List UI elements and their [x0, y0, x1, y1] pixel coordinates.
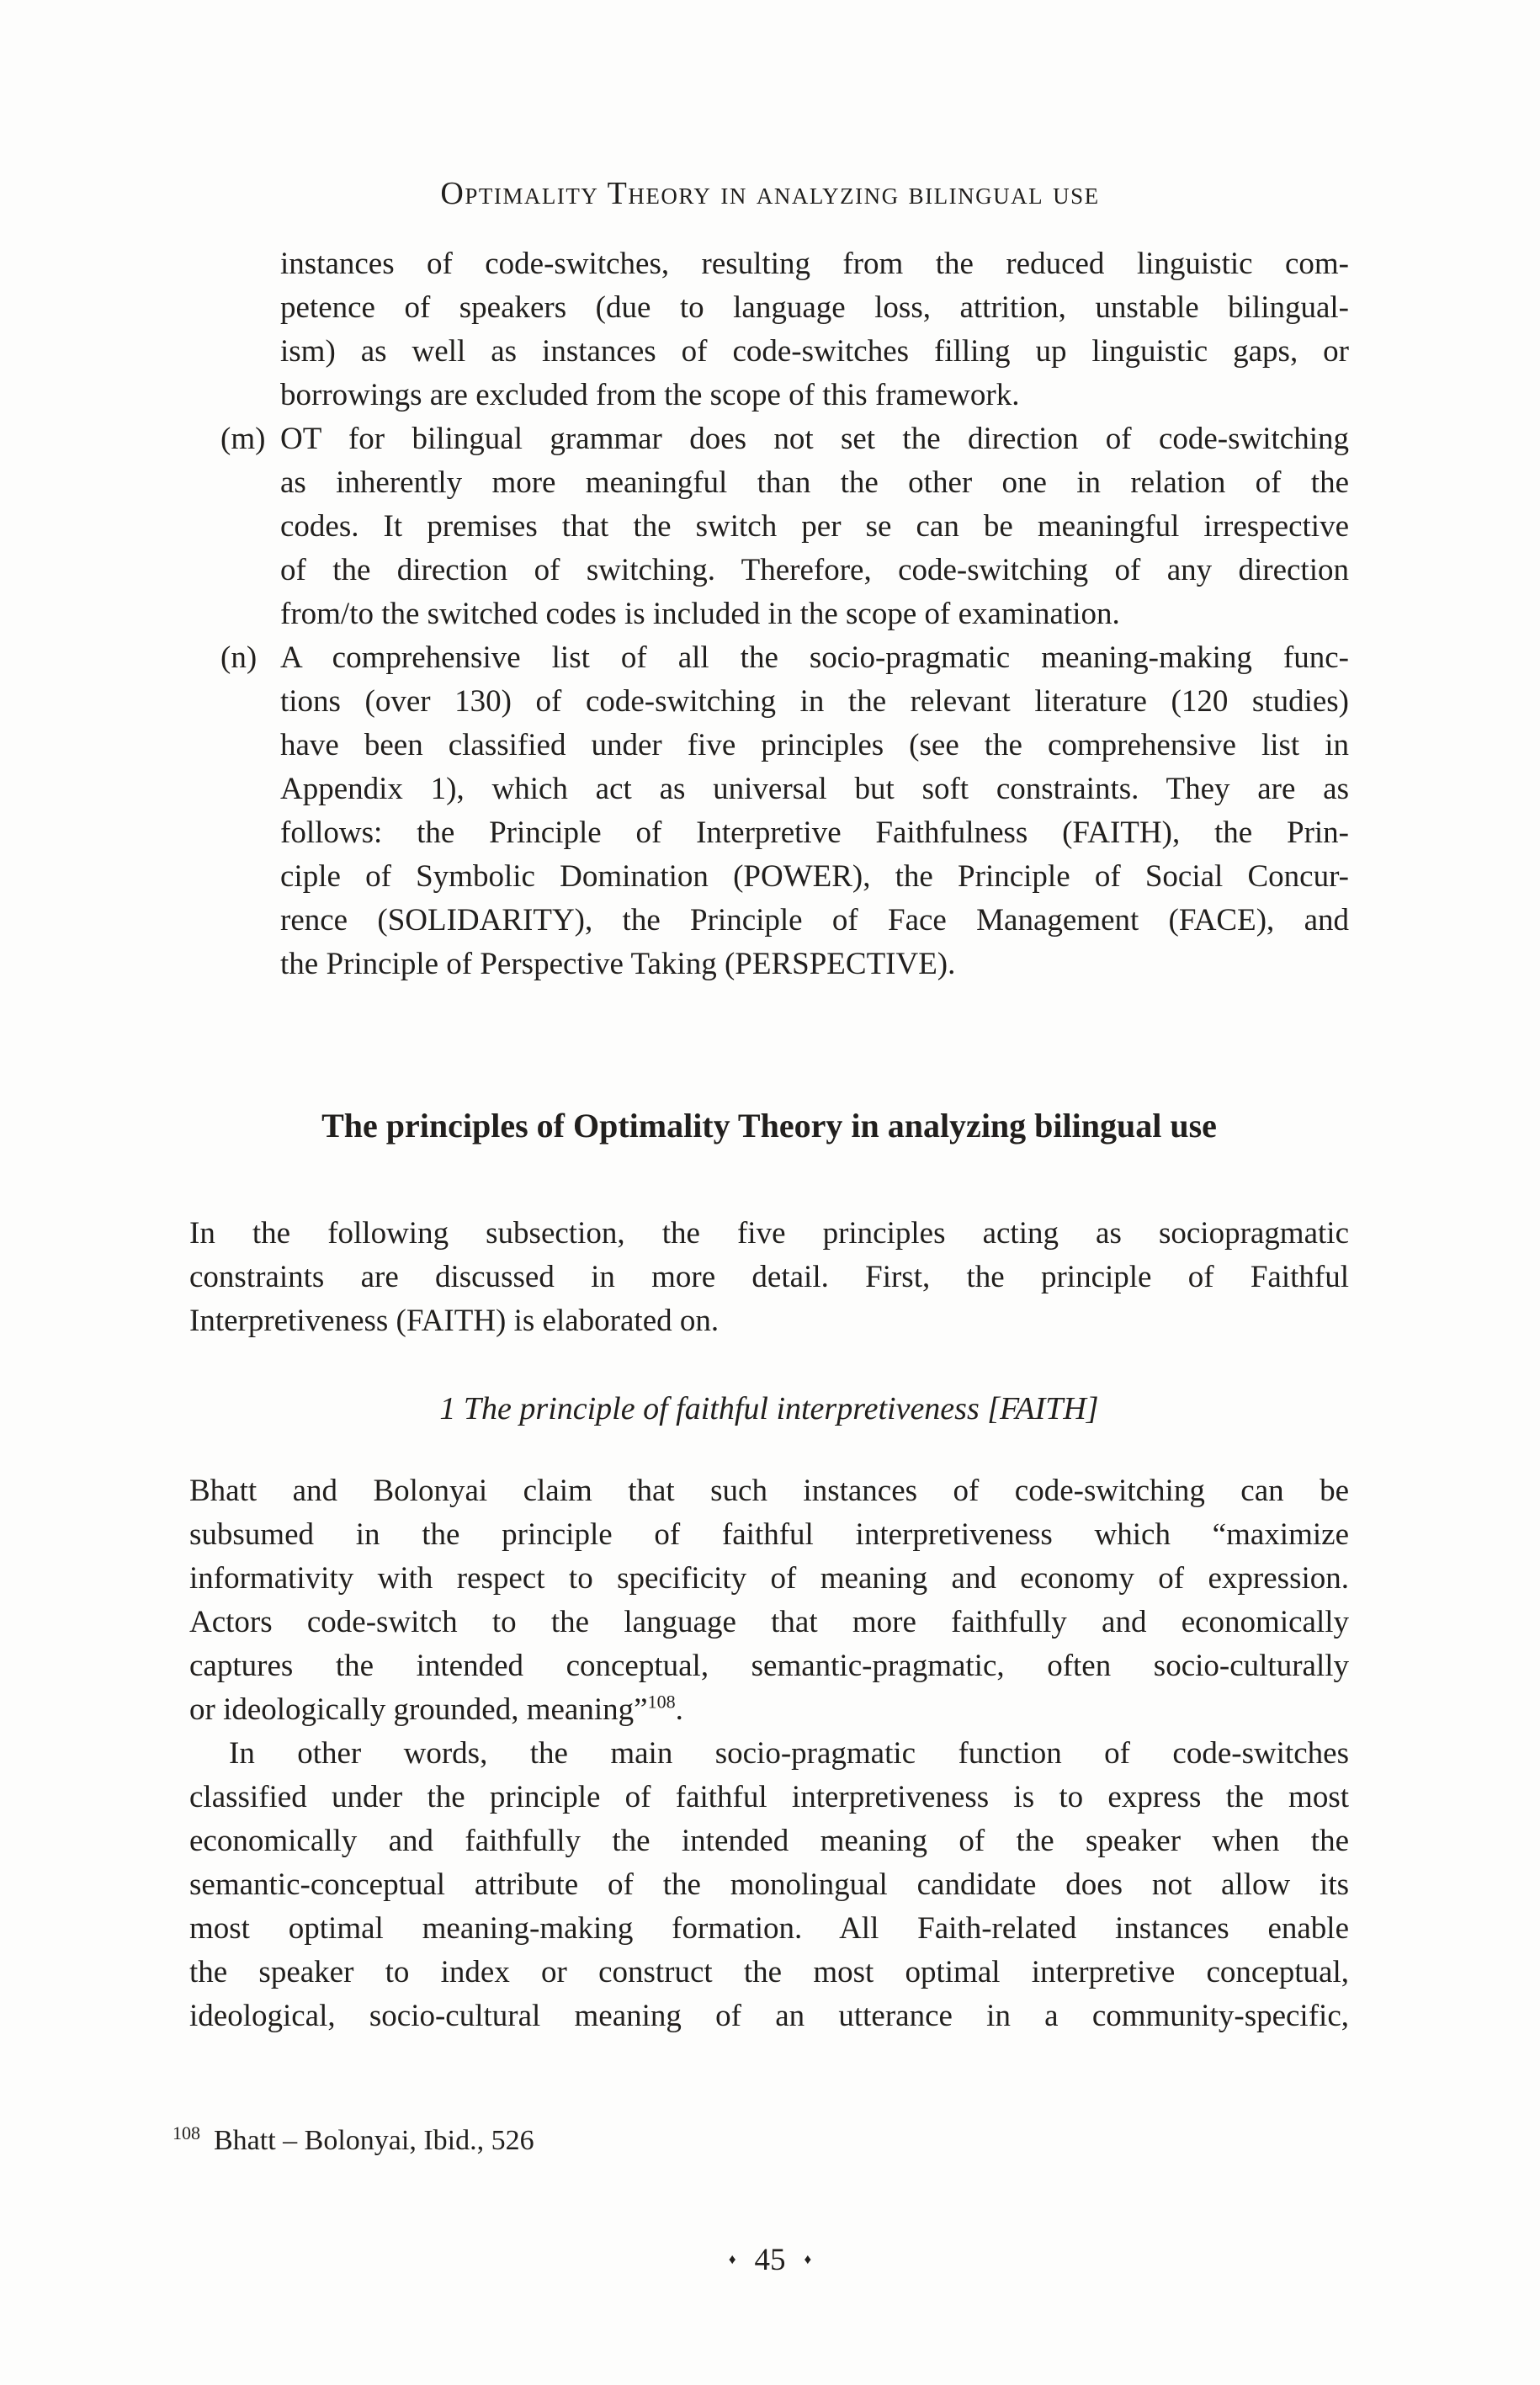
text-segment: . [675, 1692, 683, 1727]
footnote-text: Bhatt – Bolonyai, Ibid., 526 [214, 2125, 534, 2156]
text-line: constraints are discussed in more detail. First, the principle of Faithful [189, 1260, 1349, 1294]
text-line: borrowings are excluded from the scope of this framework. [280, 378, 1020, 412]
list-item-lines [280, 636, 1349, 986]
text-line: of the direction of switching. Therefore, code-switching of any direction [280, 553, 1349, 587]
text-line: ciple of Symbolic Domination (POWER), the Principle of Social Concur- [280, 859, 1349, 894]
text-line: have been classified under five principles (see the comprehensive list in [280, 728, 1349, 762]
faith-paragraph-1-last-line [189, 1688, 1349, 1732]
text-line: In other words, the main socio-pragmatic function of code-switches [229, 1736, 1349, 1771]
text-line: ism) as well as instances of code-switches filling up linguistic gaps, or [280, 334, 1349, 369]
text-line: from/to the switched codes is included in the scope of examination. [280, 597, 1120, 631]
text-line: ideological, socio-cultural meaning of an utterance in a community-specific, [189, 1999, 1349, 2033]
list-item-label: (m) [220, 422, 266, 456]
diamond-mark-icon: ♦ [728, 2251, 736, 2267]
page-number [0, 2240, 1540, 2280]
text-line: most optimal meaning-making formation. All Faith-related instances enable [189, 1911, 1349, 1946]
text-line: follows: the Principle of Interpretive Faithfulness (FAITH), the Prin- [280, 815, 1349, 850]
text-line: subsumed in the principle of faithful interpretiveness which “maximize [189, 1517, 1349, 1552]
running-header: Optimality Theory in analyzing bilingual use [440, 176, 1100, 211]
faith-paragraph-1 [189, 1469, 1349, 1688]
text-line: semantic-conceptual attribute of the monolingual candidate does not allow its [189, 1867, 1349, 1902]
text-segment: or ideologically grounded, meaning” [189, 1692, 648, 1727]
section-heading: The principles of Optimality Theory in analyzing bilingual use [321, 1107, 1217, 1145]
page-number-value: 45 [754, 2243, 786, 2277]
footnote-reference-superscript: 108 [647, 1691, 676, 1713]
text-line: A comprehensive list of all the socio-pragmatic meaning-making func- [280, 640, 1349, 675]
text-line: petence of speakers (due to language loss, attrition, unstable bilingual- [280, 290, 1349, 325]
main-text-block [189, 242, 1349, 2038]
text-line: economically and faithfully the intended meaning of the speaker when the [189, 1824, 1349, 1858]
text-line: captures the intended conceptual, semantic-pragmatic, often socio-culturally [189, 1649, 1349, 1683]
list-item-m [189, 417, 1349, 636]
list-item-lines [280, 417, 1349, 636]
list-item-lines [280, 242, 1349, 417]
text-line: Actors code-switch to the language that more faithfully and economically [189, 1605, 1349, 1639]
footnote [173, 2122, 534, 2159]
text-line: In the following subsection, the five principles acting as sociopragmatic [189, 1216, 1349, 1251]
text-line: as inherently more meaningful than the other one in relation of the [280, 465, 1349, 500]
text-line: Bhatt and Bolonyai claim that such instances of code-switching can be [189, 1474, 1349, 1508]
text-line: Interpretiveness (FAITH) is elaborated on. [189, 1304, 720, 1338]
text-line: Appendix 1), which act as universal but soft constraints. They are as [280, 772, 1349, 806]
text-line: rence (SOLIDARITY), the Principle of Face Management (FACE), and [280, 903, 1349, 938]
list-item-n [189, 636, 1349, 986]
list-item-label: (n) [220, 640, 258, 675]
subsection-heading: 1 The principle of faithful interpretiveness [FAITH] [439, 1391, 1099, 1426]
text-line: OT for bilingual grammar does not set the direction of code-switching [280, 422, 1349, 456]
faith-paragraph-2 [189, 1732, 1349, 2038]
text-line: tions (over 130) of code-switching in the relevant literature (120 studies) [280, 684, 1349, 719]
diamond-mark-icon: ♦ [804, 2251, 812, 2267]
text-line: codes. It premises that the switch per se can be meaningful irrespective [280, 509, 1349, 544]
text-line: the Principle of Perspective Taking (PERSPECTIVE). [280, 947, 956, 981]
text-line: classified under the principle of faithful interpretiveness is to express the most [189, 1780, 1349, 1814]
text-line: instances of code-switches, resulting from the reduced linguistic com- [280, 247, 1349, 281]
text-line: the speaker to index or construct the most optimal interpretive conceptual, [189, 1955, 1349, 1989]
list-item-continuation [189, 242, 1349, 417]
text-line: informativity with respect to specificity of meaning and economy of expression. [189, 1561, 1349, 1596]
intro-paragraph [189, 1212, 1349, 1343]
footnote-number-superscript: 108 [173, 2122, 200, 2143]
